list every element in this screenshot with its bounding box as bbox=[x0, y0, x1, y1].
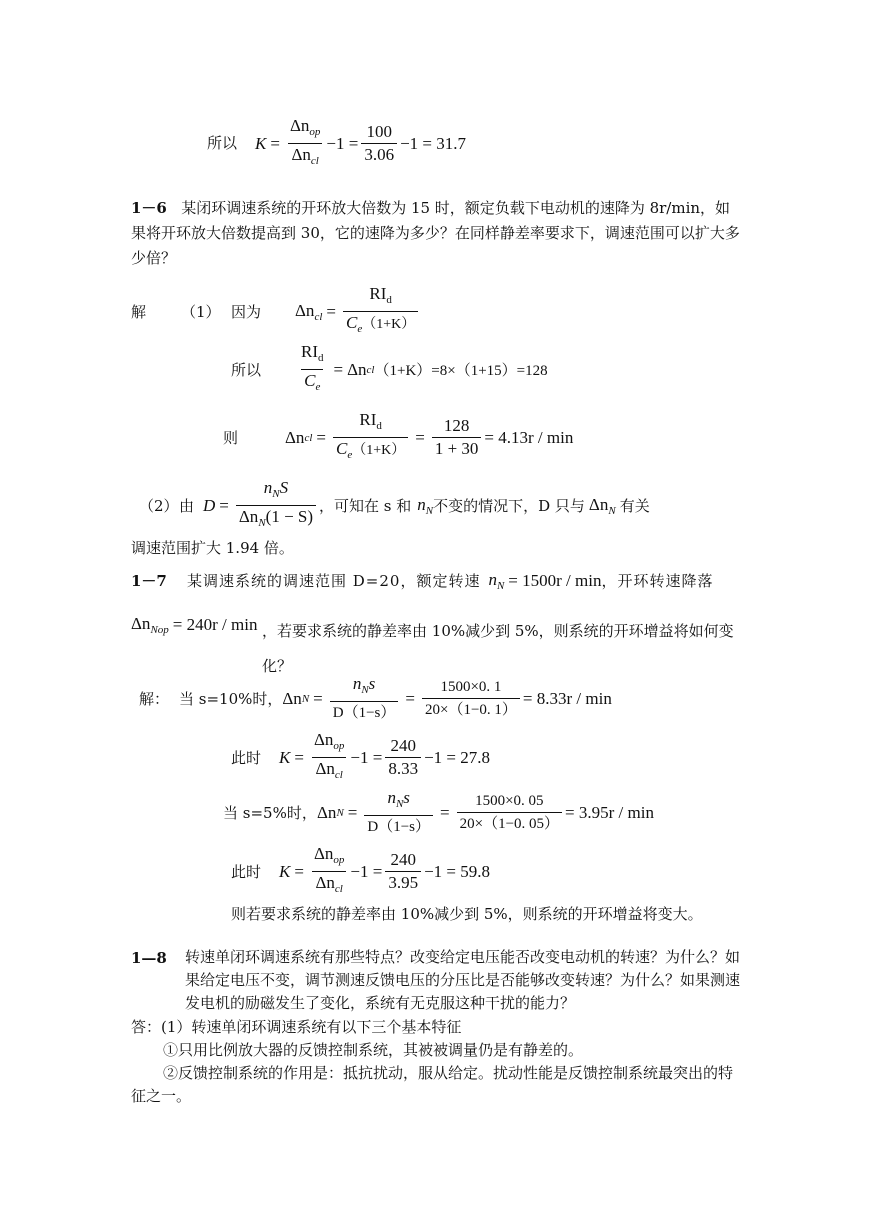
fraction: $\frac{240}{3.95}$ bbox=[385, 850, 421, 893]
solution-1-7-k1: 此时 K = $\frac{\Delta n_{op}}{\Delta n_{cl}}$ −1 = $\frac{240}{8.33}$ −1 = 27.8 bbox=[231, 730, 490, 785]
fraction: $\frac{RI_d}{C_e(1+K)}$ bbox=[343, 284, 418, 339]
problem-label: 1—8 bbox=[131, 949, 167, 967]
problem-label: 1－6 bbox=[131, 199, 167, 217]
solution-1-7-case1: 解： 当 s=10%时， Δn N = $\frac{n_Ns}{D(1-s)}$ = $\frac{1500\times 0. 1}{20\times(1-0. 1)}$ = 8.33r / min bbox=[139, 674, 612, 721]
fraction: $\frac{128}{1 + 30}$ bbox=[432, 416, 482, 459]
solution-1-7-case2: 当 s=5%时， Δn N = $\frac{n_Ns}{D(1-s)}$ = $\frac{1500\times 0. 05}{20\times(1-0. 05)}$ = 3.95r / min bbox=[223, 788, 654, 835]
equation: Δn N = $\frac{n_Ns}{D(1-s)}$ = $\frac{1500\times 0. 05}{20\times(1-0. 05)}$ = 3.95r / min bbox=[317, 788, 654, 835]
fraction: $\frac{\Delta n_{op}}{\Delta n_{cl}}$ bbox=[311, 730, 347, 785]
solution-1-6-part2: （2） 由 D = $\frac{n_NS}{\Delta n_N(1 - S)}$ ，可知在 s 和 $n_N$ 不变的情况下，D 只与 $\Delta n_N$ 有关 bbox=[139, 478, 650, 533]
problem-label: 1－7 bbox=[131, 572, 167, 590]
problem-1-7-line1: 1－7 某调速系统的调速范围 D=20，额定转速 $n_N$ = 1500r / min ，开环转速降落 bbox=[131, 570, 714, 592]
fraction: $\frac{n_NS}{\Delta n_N(1 - S)}$ bbox=[236, 478, 316, 533]
fraction: $\frac{1500\times 0. 1}{20\times(1-0. 1)}$ bbox=[422, 677, 520, 720]
solution-1-6-line2: 所以 $\frac{RI_d}{C_e}$ = Δn cl （1+K）=8×（1+15）=128 bbox=[231, 342, 548, 397]
fraction: $\frac{RI_d}{C_e}$ bbox=[298, 342, 327, 397]
eq-prefix: 所以 bbox=[207, 135, 238, 152]
answer-item-1: ①只用比例放大器的反馈控制系统，其被被调量仍是有静差的。 bbox=[163, 1041, 584, 1059]
equation: K = $\frac{\Delta n_{op}}{\Delta n_{cl}}$ −1 = $\frac{240}{3.95}$ −1 = 59.8 bbox=[279, 844, 490, 899]
solution-1-7-k2: 此时 K = $\frac{\Delta n_{op}}{\Delta n_{cl}}$ −1 = $\frac{240}{3.95}$ −1 = 59.8 bbox=[231, 844, 490, 899]
fraction: $\frac{\Delta n_{op}}{\Delta n_{cl}}$ bbox=[287, 116, 323, 171]
fraction: $\frac{n_Ns}{D(1-s)}$ bbox=[364, 788, 433, 837]
conclusion-1-7: 则若要求系统的静差率由 10%减少到 5%，则系统的开环增益将变大。 bbox=[231, 905, 703, 923]
equation-top: 所以 K = $\frac{\Delta n_{op}}{\Delta n_{cl}}$ −1 = $\frac{100}{3.06}$ −1 = 31.7 bbox=[207, 116, 466, 171]
eq-lhs: K bbox=[255, 133, 267, 153]
solution-1-6-line1: 解 （1） 因为 $\Delta n_{cl}$ = $\frac{RI_d}{C_e(1+K)}$ bbox=[131, 284, 421, 339]
solution-1-6-line3: 则 Δn cl = $\frac{RI_d}{C_e(1+K)}$ = $\frac{128}{1 + 30}$ = 4.13r / min bbox=[223, 410, 573, 465]
fraction: $\frac{240}{8.33}$ bbox=[385, 736, 421, 779]
problem-text: 某闭环调速系统的开环放大倍数为 15 时，额定负载下电动机的速降为 8r/min，如果将开环放大倍数提高到 30，它的速降为多少？在同样静差率要求下，调速范围可以扩大多少倍？ bbox=[131, 199, 740, 267]
equation: $\frac{RI_d}{C_e}$ = Δn cl （1+K）=8×（1+15）=128 bbox=[295, 342, 548, 397]
fraction: $\frac{\Delta n_{op}}{\Delta n_{cl}}$ bbox=[311, 844, 347, 899]
fraction: $\frac{n_Ns}{D(1-s)}$ bbox=[330, 674, 399, 723]
equation: Δn cl = $\frac{RI_d}{C_e(1+K)}$ = $\frac{128}{1 + 30}$ = 4.13r / min bbox=[285, 410, 573, 465]
equation: K = $\frac{\Delta n_{op}}{\Delta n_{cl}}$ −1 = $\frac{240}{8.33}$ −1 = 27.8 bbox=[279, 730, 490, 785]
problem-1-7-text: ，若要求系统的静差率由 10%减少到 5%，则系统的开环增益将如何变化？ bbox=[262, 622, 734, 675]
equation: D = $\frac{n_NS}{\Delta n_N(1 - S)}$ bbox=[203, 478, 319, 533]
equation: Δn N = $\frac{n_Ns}{D(1-s)}$ = $\frac{1500\times 0. 1}{20\times(1-0. 1)}$ = 8.33r / min bbox=[282, 674, 612, 721]
problem-1-7-line2: $\Delta n_{Nop}$ = 240r / min bbox=[131, 614, 258, 636]
equation: $\Delta n_{cl}$ = $\frac{RI_d}{C_e(1+K)}$ bbox=[295, 284, 421, 339]
fraction: $\frac{RI_d}{C_e(1+K)}$ bbox=[333, 410, 408, 465]
answer-item-2: ②反馈控制系统的作用是：抵抗扰动，服从给定。扰动性能是反馈控制系统最突出的特征之一。 bbox=[131, 1064, 734, 1105]
conclusion-1-6: 调速范围扩大 1.94 倍。 bbox=[131, 539, 294, 557]
fraction: $\frac{1500\times 0. 05}{20\times(1-0. 05)}$ bbox=[457, 791, 562, 834]
problem-1-6 bbox=[131, 196, 741, 271]
fraction: $\frac{100}{3.06}$ bbox=[361, 122, 397, 165]
problem-1-8-text: 转速单闭环调速系统有那些特点？改变给定电压能否改变电动机的转速？为什么？如果给定电压不变，调节测速反馈电压的分压比是否能够改变转速？为什么？如果测速发电机的励磁发生了变化，系统有无克服这种干扰的能力？ bbox=[185, 948, 741, 1012]
answer-head: 答：(1）转速单闭环调速系统有以下三个基本特征 bbox=[131, 1018, 462, 1036]
